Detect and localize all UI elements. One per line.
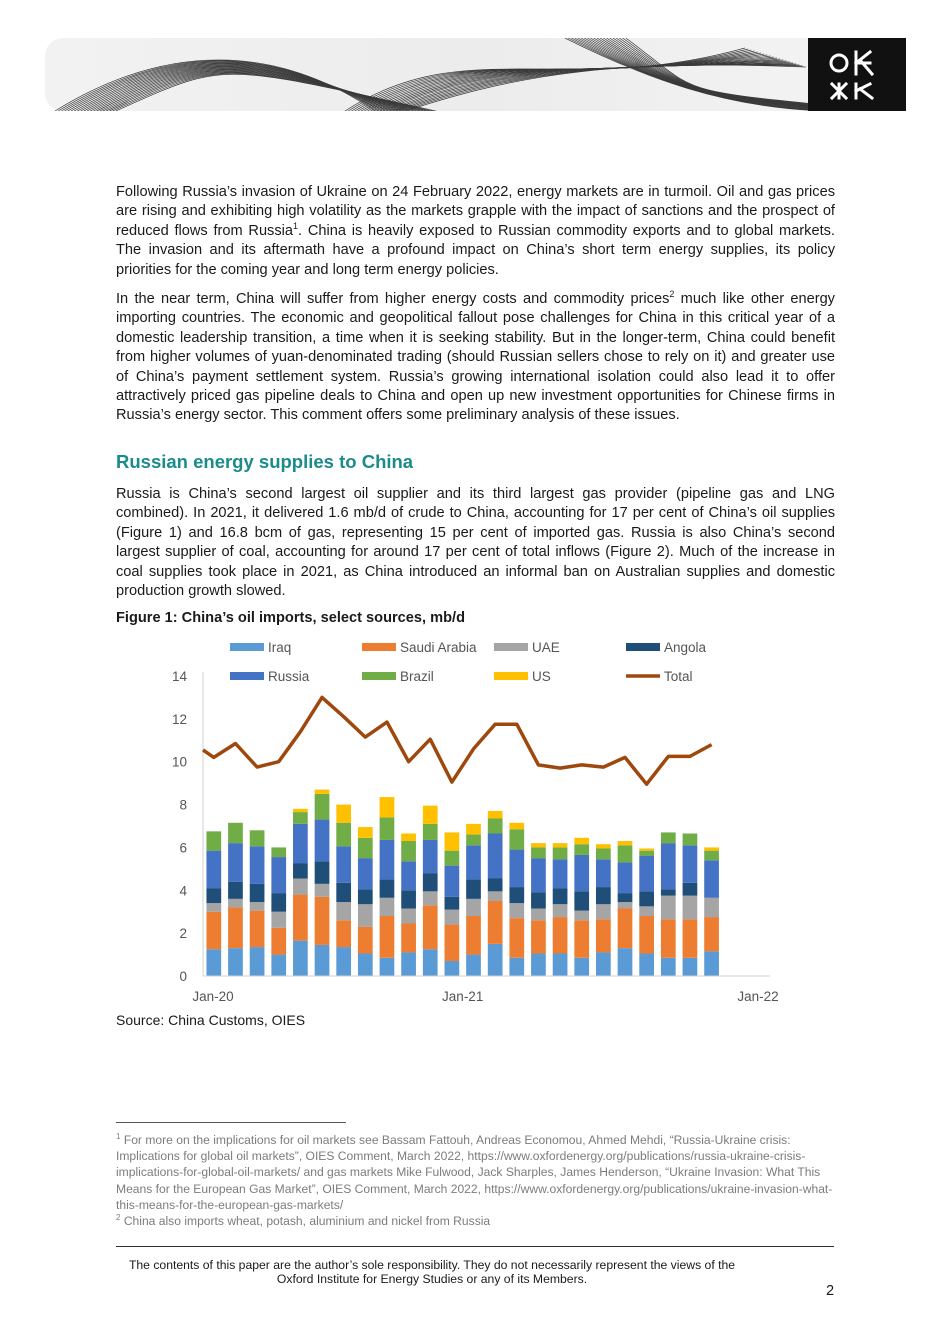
- bar-segment-us: [315, 790, 330, 794]
- bar-segment-saudi-arabia: [531, 920, 546, 953]
- total-line: [203, 697, 712, 784]
- bar-segment-russia: [639, 856, 654, 891]
- oil-imports-chart: [150, 632, 800, 1012]
- footnote-ref-2[interactable]: 2: [669, 289, 675, 300]
- bar-segment-brazil: [293, 812, 308, 824]
- bar-segment-brazil: [250, 830, 265, 846]
- bar-segment-us: [488, 811, 503, 819]
- bar-segment-uae: [250, 902, 265, 911]
- page-number: 2: [826, 1283, 835, 1299]
- bar-segment-iraq: [683, 958, 698, 976]
- bar-segment-uae: [596, 904, 611, 919]
- bar-segment-iraq: [704, 951, 719, 976]
- bar-segment-uae: [401, 909, 416, 924]
- bar-segment-brazil: [315, 794, 330, 820]
- bar-segment-uae: [488, 891, 503, 901]
- bar-segment-angola: [639, 891, 654, 906]
- bar-segment-iraq: [358, 954, 373, 977]
- bar-segment-angola: [358, 889, 373, 904]
- near-term-paragraph: In the near term, China will suffer from higher energy costs and commodity prices$^2$ much like other energy importing countries. The economic and geopolitical fallout pose challenges for China in this critical year of a domestic leadership transition, a time when it is seeking stability. But in the longer-term, China could benefit from higher volumes of yuan-denominated trading (should Russian sellers chose to rely on it) and greater use of China’s payment settlement system. Russia’s growing international isolation could also lead it to offer attractively priced gas pipeline deals to China and open up new investment opportunities for Chinese firms in Russia’s energy sector. This comment offers some preliminary analysis of these issues.: [116, 289, 835, 424]
- bar-segment-brazil: [639, 851, 654, 856]
- y-tick-label: 10: [171, 754, 187, 770]
- bar-segment-saudi-arabia: [358, 927, 373, 954]
- figure-title: Figure 1: China’s oil imports, select sources, mb/d: [116, 610, 465, 626]
- bar-segment-brazil: [228, 823, 243, 843]
- bar-segment-brazil: [445, 851, 460, 866]
- bar-segment-saudi-arabia: [336, 920, 351, 947]
- bar-segment-saudi-arabia: [596, 919, 611, 952]
- bar-segment-saudi-arabia: [228, 907, 243, 948]
- bar-segment-brazil: [509, 829, 524, 849]
- bar-segment-us: [639, 849, 654, 851]
- bar-segment-iraq: [401, 952, 416, 976]
- legend-label-angola: Angola: [664, 640, 707, 655]
- bar-segment-us: [423, 806, 438, 824]
- legend-label-us: US: [532, 669, 551, 684]
- bar-segment-saudi-arabia: [639, 916, 654, 954]
- chart-bars: [206, 790, 718, 976]
- bar-segment-russia: [293, 824, 308, 864]
- bar-segment-saudi-arabia: [488, 901, 503, 944]
- bar-segment-russia: [574, 855, 589, 891]
- bar-segment-us: [401, 834, 416, 842]
- bar-segment-uae: [466, 899, 481, 916]
- bar-segment-saudi-arabia: [618, 909, 633, 949]
- bar-segment-saudi-arabia: [661, 919, 676, 958]
- bar-segment-saudi-arabia: [250, 911, 265, 947]
- bar-segment-brazil: [336, 823, 351, 847]
- y-tick-label: 2: [179, 926, 187, 942]
- bar-segment-uae: [358, 904, 373, 927]
- bar-segment-uae: [271, 912, 286, 928]
- bar-segment-angola: [250, 884, 265, 902]
- bar-segment-russia: [445, 866, 460, 897]
- y-tick-label: 4: [179, 883, 187, 899]
- legend-label-total: Total: [664, 669, 693, 684]
- bar-segment-us: [596, 844, 611, 848]
- bar-segment-brazil: [531, 847, 546, 858]
- bar-segment-iraq: [509, 958, 524, 976]
- bar-segment-saudi-arabia: [271, 928, 286, 955]
- bar-segment-saudi-arabia: [380, 916, 395, 958]
- total-line-group: [203, 697, 712, 784]
- section-heading: Russian energy supplies to China: [116, 451, 414, 472]
- legend-swatch-saudi-arabia: [362, 643, 396, 651]
- bar-segment-angola: [336, 883, 351, 902]
- legend-swatch-iraq: [230, 643, 264, 651]
- bar-segment-brazil: [206, 831, 221, 850]
- bar-segment-iraq: [553, 954, 568, 977]
- bar-segment-uae: [531, 909, 546, 921]
- bar-segment-us: [466, 824, 481, 835]
- bar-segment-uae: [509, 903, 524, 918]
- bar-segment-russia: [661, 843, 676, 889]
- bar-segment-saudi-arabia: [466, 916, 481, 955]
- bar-segment-saudi-arabia: [423, 905, 438, 949]
- bar-segment-angola: [315, 861, 330, 884]
- chart-source: Source: China Customs, OIES: [116, 1012, 306, 1028]
- footnote-1: $^1$ For more on the implications for oil markets see Bassam Fattouh, Andreas Economou, Ahmed Mehdi, “Russia-Ukraine crisis: Implications for global oil markets”, OIES Comment, March 2022, https://www.oxfordenergy.org/publications/russia-ukraine-crisis-implications-for-global-oil-markets/ and gas markets Mike Fulwood, Jack Sharples, James Henderson, “Ukraine Invasion: What This Means for the European Gas Market”, OIES Comment, March 2022, https://www.oxfordenergy.org/publications/ukraine-invasion-what-this-means-for-the-european-gas-markets/: [116, 1131, 833, 1212]
- bar-segment-russia: [531, 858, 546, 892]
- bar-segment-russia: [336, 846, 351, 882]
- bar-segment-russia: [423, 840, 438, 873]
- bar-segment-iraq: [466, 955, 481, 976]
- bar-segment-us: [509, 823, 524, 829]
- bar-segment-saudi-arabia: [553, 917, 568, 953]
- bar-segment-angola: [509, 887, 524, 903]
- bar-segment-russia: [250, 846, 265, 884]
- bar-segment-brazil: [423, 824, 438, 840]
- bar-segment-angola: [206, 888, 221, 903]
- bar-segment-angola: [466, 880, 481, 899]
- bar-segment-russia: [683, 845, 698, 883]
- bar-segment-iraq: [293, 941, 308, 976]
- bar-segment-russia: [401, 861, 416, 890]
- bar-segment-us: [618, 841, 633, 845]
- bar-segment-saudi-arabia: [445, 925, 460, 961]
- y-tick-label: 8: [179, 797, 187, 813]
- y-tick-label: 0: [179, 969, 187, 984]
- bar-segment-saudi-arabia: [293, 895, 308, 941]
- bar-segment-iraq: [488, 944, 503, 976]
- bar-segment-saudi-arabia: [401, 924, 416, 953]
- bar-segment-uae: [315, 884, 330, 897]
- intro-paragraph: Following Russia’s invasion of Ukraine on 24 February 2022, energy markets are in turmoil. Oil and gas prices are rising and exhibiting high volatility as the markets grapple with the impact of sanctions and the prospect of reduced flows from Russia$^1$. China is heavily exposed to Russian commodity exports and to global markets. The invasion and its aftermath have a profound impact on China’s short term energy supplies, its policy priorities for the coming year and long term energy policies.: [116, 184, 835, 278]
- bar-segment-uae: [639, 906, 654, 916]
- bar-segment-brazil: [488, 819, 503, 834]
- oies-logo: [808, 38, 906, 111]
- bar-segment-brazil: [271, 847, 286, 857]
- bar-segment-us: [358, 827, 373, 838]
- chart-legend: [230, 640, 707, 684]
- bar-segment-iraq: [336, 947, 351, 976]
- bar-segment-iraq: [618, 948, 633, 976]
- legend-label-iraq: Iraq: [268, 640, 292, 655]
- bar-segment-angola: [271, 894, 286, 912]
- bar-segment-saudi-arabia: [704, 917, 719, 951]
- bar-segment-uae: [683, 896, 698, 920]
- bar-segment-brazil: [574, 844, 589, 855]
- bar-segment-russia: [466, 845, 481, 879]
- bar-segment-angola: [228, 882, 243, 899]
- bar-segment-brazil: [358, 838, 373, 858]
- footnote-ref-1[interactable]: 1: [293, 220, 299, 231]
- bar-segment-russia: [206, 851, 221, 889]
- bar-segment-us: [380, 797, 395, 817]
- bar-segment-russia: [271, 857, 286, 893]
- legend-label-russia: Russia: [268, 669, 310, 684]
- bar-segment-uae: [380, 898, 395, 916]
- bar-segment-russia: [509, 850, 524, 888]
- bar-segment-brazil: [661, 832, 676, 843]
- bar-segment-iraq: [228, 948, 243, 976]
- bar-segment-uae: [445, 910, 460, 925]
- bar-segment-us: [553, 843, 568, 847]
- bar-segment-uae: [574, 911, 589, 921]
- russian-supplies-paragraph: Russia is China’s second largest oil supplier and its third largest gas provider (pipeline gas and LNG combined). In 2021, it delivered 1.6 mb/d of crude to China, accounting for 17 per cent of China’s oil supplies (Figure 1) and 16.8 bcm of gas, representing 15 per cent of imported gas. Russia is also China’s second largest supplier of coal, accounting for around 17 per cent of total inflows (Figure 2). Much of the increase in coal supplies took place in 2021, as China introduced an informal ban on Australian supplies and domestic production growth slowed.: [116, 486, 835, 600]
- bar-segment-uae: [228, 899, 243, 908]
- bar-segment-russia: [315, 820, 330, 862]
- bar-segment-angola: [683, 883, 698, 896]
- footer-disclaimer: The contents of this paper are the author’s sole responsibility. They do not necessarily represent the views of the Oxford Institute for Energy Studies or any of its Members.: [128, 1258, 736, 1287]
- bar-segment-uae: [206, 903, 221, 912]
- bar-segment-brazil: [683, 834, 698, 846]
- bar-segment-iraq: [661, 958, 676, 976]
- logo-mark: [808, 38, 906, 111]
- legend-label-uae: UAE: [532, 640, 560, 655]
- bar-segment-us: [704, 847, 719, 850]
- bar-segment-angola: [553, 888, 568, 904]
- legend-swatch-angola: [626, 643, 660, 651]
- legend-label-brazil: Brazil: [400, 669, 434, 684]
- bar-segment-angola: [596, 887, 611, 904]
- bar-segment-iraq: [423, 949, 438, 976]
- bar-segment-uae: [553, 904, 568, 917]
- x-axis: [192, 976, 778, 1004]
- bar-segment-russia: [704, 860, 719, 898]
- bar-segment-saudi-arabia: [206, 912, 221, 950]
- bar-segment-russia: [228, 843, 243, 882]
- bar-segment-iraq: [271, 955, 286, 976]
- bar-segment-saudi-arabia: [509, 918, 524, 958]
- footnote-2: $^2$ China also imports wheat, potash, aluminium and nickel from Russia: [116, 1212, 491, 1228]
- bar-segment-iraq: [531, 954, 546, 977]
- x-tick-label: Jan-21: [442, 989, 484, 1004]
- bar-segment-russia: [553, 859, 568, 888]
- bar-segment-brazil: [466, 835, 481, 846]
- bar-segment-angola: [531, 892, 546, 908]
- bar-segment-russia: [618, 862, 633, 893]
- bar-segment-uae: [704, 898, 719, 917]
- bar-segment-saudi-arabia: [683, 919, 698, 958]
- bar-segment-uae: [661, 896, 676, 920]
- bar-segment-angola: [574, 891, 589, 910]
- bar-segment-russia: [596, 859, 611, 887]
- legend-swatch-us: [494, 672, 528, 680]
- bar-segment-angola: [445, 897, 460, 910]
- bar-segment-brazil: [618, 845, 633, 862]
- bar-segment-us: [574, 838, 589, 844]
- bar-segment-iraq: [445, 961, 460, 976]
- bar-segment-us: [336, 805, 351, 823]
- bar-segment-iraq: [380, 958, 395, 976]
- bar-segment-iraq: [639, 954, 654, 977]
- y-tick-label: 6: [179, 840, 187, 856]
- legend-swatch-brazil: [362, 672, 396, 680]
- bar-segment-angola: [661, 889, 676, 895]
- footnote-divider: [116, 1122, 346, 1123]
- bar-segment-angola: [401, 890, 416, 908]
- bar-segment-us: [445, 832, 460, 850]
- bar-segment-russia: [358, 858, 373, 889]
- header-wave-banner: [45, 38, 906, 111]
- bar-segment-saudi-arabia: [574, 920, 589, 958]
- bar-segment-brazil: [401, 841, 416, 861]
- x-tick-label: Jan-22: [737, 989, 779, 1004]
- bar-segment-russia: [380, 840, 395, 880]
- legend-swatch-russia: [230, 672, 264, 680]
- legend-label-saudi-arabia: Saudi Arabia: [400, 640, 477, 655]
- bar-segment-us: [293, 809, 308, 812]
- bar-segment-iraq: [206, 949, 221, 976]
- bar-segment-uae: [423, 891, 438, 905]
- bar-segment-uae: [293, 879, 308, 895]
- legend-swatch-uae: [494, 643, 528, 651]
- bar-segment-angola: [293, 864, 308, 879]
- bar-segment-saudi-arabia: [315, 897, 330, 945]
- y-tick-label: 14: [171, 669, 187, 684]
- bar-segment-iraq: [315, 945, 330, 976]
- y-axis: [172, 669, 203, 984]
- bar-segment-uae: [336, 902, 351, 920]
- footer-divider: [116, 1246, 834, 1247]
- bar-segment-brazil: [704, 851, 719, 861]
- bar-segment-angola: [380, 880, 395, 898]
- bar-segment-brazil: [380, 817, 395, 840]
- bar-segment-russia: [488, 834, 503, 879]
- bar-segment-angola: [488, 879, 503, 892]
- bar-segment-iraq: [250, 947, 265, 976]
- bar-segment-uae: [618, 902, 633, 908]
- bar-segment-angola: [618, 894, 633, 903]
- bar-segment-brazil: [553, 847, 568, 859]
- x-tick-label: Jan-20: [192, 989, 234, 1004]
- bar-segment-iraq: [596, 952, 611, 976]
- y-tick-label: 12: [171, 711, 187, 727]
- bar-segment-iraq: [574, 958, 589, 976]
- bar-segment-us: [531, 843, 546, 847]
- bar-segment-brazil: [596, 849, 611, 860]
- bar-segment-angola: [423, 873, 438, 891]
